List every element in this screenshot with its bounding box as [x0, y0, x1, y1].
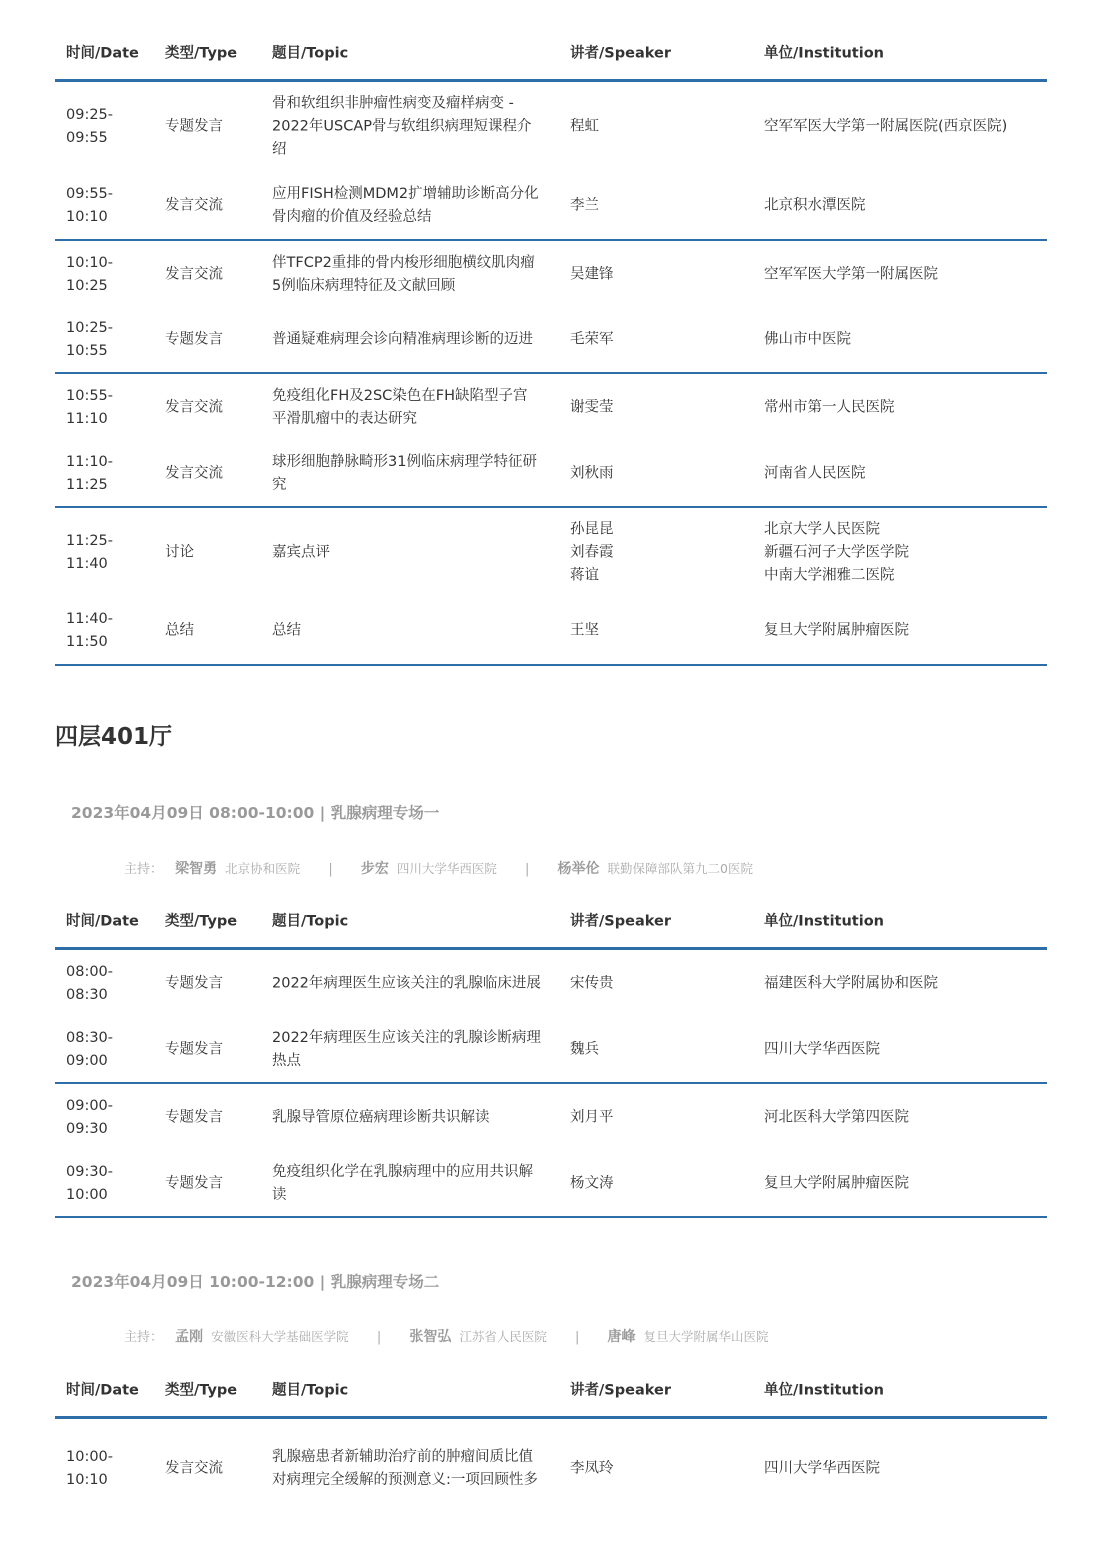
host-name: 杨举伦: [557, 861, 600, 877]
institution-cell: [764, 397, 1047, 420]
type-cell: 发言交流: [165, 1460, 223, 1477]
time-cell-line: 09:30-: [66, 1163, 114, 1180]
time-cell: [66, 385, 146, 431]
host-separator: |: [328, 862, 333, 877]
time-cell: [66, 1446, 146, 1492]
institution-cell: [764, 620, 1047, 643]
institution-cell: [764, 1458, 1047, 1481]
time-cell-line: 11:40: [66, 556, 108, 572]
topic-cell-line: 乳腺导管原位癌病理诊断共识解读: [272, 1109, 490, 1125]
host-label: 主持：: [124, 862, 164, 877]
time-cell-line: 10:10-: [66, 254, 114, 271]
type-cell: 专题发言: [165, 331, 223, 348]
topic-cell-line: 伴TFCP2重排的骨内梭形细胞横纹肌肉瘤: [272, 254, 535, 271]
time-cell: [66, 608, 146, 654]
host-name: 唐峰: [607, 1329, 636, 1345]
header-speaker: 讲者/Speaker: [570, 45, 671, 61]
host-label: 主持：: [124, 1330, 164, 1345]
type-cell: 发言交流: [165, 266, 223, 282]
type-cell: 专题发言: [165, 1175, 223, 1191]
time-cell-line: 09:30: [66, 1120, 108, 1137]
topic-cell-line: 2022年USCAP骨与软组织病理短课程介: [272, 118, 532, 135]
topic-cell: [272, 451, 557, 497]
header-institution: 单位/Institution: [764, 913, 884, 929]
time-cell-line: 11:10: [66, 411, 108, 427]
speaker-cell: [570, 972, 740, 995]
time-cell-line: 08:30-: [66, 1029, 114, 1046]
table-row: [55, 442, 1047, 508]
schedule-table-2: [55, 896, 1047, 1218]
institution-cell: [764, 972, 1047, 995]
institution-cell-line: 四川大学华西医院: [764, 1460, 880, 1477]
topic-cell-line: 球形细胞静脉畸形31例临床病理学特征研: [272, 454, 537, 470]
topic-cell-line: 热点: [272, 1052, 301, 1069]
time-cell-line: 11:50: [66, 634, 108, 650]
time-cell-line: 08:30: [66, 986, 108, 1003]
topic-cell-line: 对病理完全缓解的预测意义:一项回顾性多: [272, 1472, 538, 1488]
hall-title: 四层401厅: [55, 724, 173, 750]
table-row: [55, 1017, 1047, 1084]
institution-cell-line: 空军军医大学第一附属医院(西京医院): [764, 118, 1008, 135]
topic-cell-line: 总结: [272, 622, 301, 639]
header-institution: 单位/Institution: [764, 45, 884, 61]
table-row: [55, 241, 1047, 308]
institution-cell-line: 河南省人民医院: [764, 465, 866, 482]
host-org: 四川大学华西医院: [396, 861, 497, 876]
speaker-cell: [570, 1038, 740, 1061]
speaker-cell: [570, 263, 740, 286]
header-type: 类型/Type: [165, 45, 238, 61]
topic-cell: [272, 620, 557, 643]
topic-cell: [272, 1161, 557, 1207]
topic-cell-line: 绍: [272, 141, 287, 158]
type-cell: 发言交流: [165, 197, 223, 213]
institution-cell: [764, 1106, 1047, 1129]
institution-cell-line: 福建医科大学附属协和医院: [764, 975, 938, 991]
type-cell: 专题发言: [165, 1109, 223, 1125]
topic-cell-line: 读: [272, 1186, 287, 1203]
speaker-cell-line: 李兰: [570, 197, 599, 213]
time-cell-line: 10:55: [66, 343, 108, 359]
topic-cell: [272, 1027, 557, 1073]
topic-cell-line: 2022年病理医生应该关注的乳腺诊断病理: [272, 1029, 541, 1046]
institution-cell: [764, 116, 1047, 139]
table-row: [55, 374, 1047, 442]
institution-cell-line: 北京大学人民医院: [764, 521, 880, 538]
institution-cell-line: 常州市第一人民医院: [764, 399, 895, 416]
session-title-1: 2023年04月09日 08:00-10:00 | 乳腺病理专场一: [71, 804, 440, 822]
speaker-cell: [570, 397, 740, 420]
header-time: 时间/Date: [66, 1382, 139, 1398]
table-row: [55, 598, 1047, 666]
time-cell-line: 10:55-: [66, 388, 114, 404]
time-cell: [66, 104, 146, 150]
time-cell-line: 09:00-: [66, 1097, 114, 1114]
table-header: [55, 1365, 1047, 1419]
header-topic: 题目/Topic: [272, 1382, 349, 1398]
time-cell: [66, 1161, 146, 1207]
table-header: [55, 28, 1047, 82]
table-row: [55, 1419, 1047, 1519]
topic-cell: [272, 252, 557, 298]
topic-cell-line: 免疫组化FH及2SC染色在FH缺陷型子宫: [272, 388, 528, 404]
speaker-cell: [570, 519, 740, 588]
topic-cell: [272, 1446, 557, 1492]
time-cell-line: 08:00-: [66, 963, 114, 980]
topic-cell: [272, 972, 557, 995]
topic-cell: [272, 329, 557, 352]
speaker-cell-line: 孙昆昆: [570, 521, 614, 538]
time-cell: [66, 1095, 146, 1141]
speaker-cell: [570, 1106, 740, 1129]
schedule-table-1: [55, 28, 1047, 666]
time-cell-line: 09:55: [66, 130, 108, 146]
table-row: [55, 1151, 1047, 1218]
institution-cell-line: 北京积水潭医院: [764, 197, 866, 213]
time-cell-line: 11:25-: [66, 533, 114, 549]
time-cell-line: 09:55-: [66, 185, 114, 202]
institution-cell-line: 佛山市中医院: [764, 331, 851, 348]
institution-cell-line: 复旦大学附属肿瘤医院: [764, 622, 909, 639]
topic-cell: [272, 93, 557, 162]
speaker-cell-line: 刘秋雨: [570, 465, 614, 482]
type-cell: 发言交流: [165, 399, 223, 416]
host-name: 张智弘: [409, 1329, 452, 1345]
topic-cell-line: 应用FISH检测MDM2扩增辅助诊断高分化: [272, 185, 539, 202]
host-separator: |: [575, 1330, 580, 1345]
host-name: 梁智勇: [175, 861, 218, 877]
type-cell: 发言交流: [165, 465, 223, 482]
time-cell: [66, 1027, 146, 1073]
time-cell-line: 09:25-: [66, 107, 114, 123]
time-cell-line: 10:25-: [66, 320, 114, 336]
speaker-cell: [570, 329, 740, 352]
topic-cell-line: 乳腺癌患者新辅助治疗前的肿瘤间质比值: [272, 1449, 533, 1465]
topic-cell: [272, 385, 557, 431]
host-org: 安徽医科大学基础医学院: [211, 1329, 349, 1344]
header-topic: 题目/Topic: [272, 45, 349, 61]
header-speaker: 讲者/Speaker: [570, 1382, 671, 1398]
institution-cell: [764, 463, 1047, 486]
time-cell-line: 10:25: [66, 277, 108, 294]
institution-cell-line: 复旦大学附属肿瘤医院: [764, 1175, 909, 1191]
type-cell: 专题发言: [165, 118, 223, 135]
topic-cell-line: 骨和软组织非肿瘤性病变及瘤样病变 -: [272, 95, 514, 112]
time-cell-line: 10:10: [66, 1472, 108, 1488]
time-cell-line: 11:10-: [66, 454, 114, 470]
topic-cell-line: 2022年病理医生应该关注的乳腺临床进展: [272, 975, 541, 991]
time-cell-line: 11:40-: [66, 611, 114, 627]
speaker-cell-line: 谢雯莹: [570, 399, 614, 416]
topic-cell: [272, 1106, 557, 1129]
host-org: 联勤保障部队第九二0医院: [607, 861, 753, 876]
type-cell: 专题发言: [165, 1041, 223, 1057]
institution-cell: [764, 1172, 1047, 1195]
institution-cell-line: 新疆石河子大学医学院: [764, 544, 909, 561]
topic-cell-line: 免疫组织化学在乳腺病理中的应用共识解: [272, 1163, 533, 1180]
time-cell: [66, 530, 146, 576]
institution-cell: [764, 263, 1047, 286]
host-separator: |: [525, 862, 530, 877]
speaker-cell: [570, 463, 740, 486]
header-time: 时间/Date: [66, 913, 139, 929]
time-cell-line: 09:00: [66, 1052, 108, 1069]
speaker-cell-line: 刘春霞: [570, 544, 614, 561]
time-cell: [66, 183, 146, 229]
institution-cell: [764, 194, 1047, 217]
time-cell: [66, 252, 146, 298]
speaker-cell-line: 王坚: [570, 622, 599, 639]
session-title-2: 2023年04月09日 10:00-12:00 | 乳腺病理专场二: [71, 1273, 440, 1291]
institution-cell-line: 中南大学湘雅二医院: [764, 567, 895, 584]
institution-cell-line: 四川大学华西医院: [764, 1041, 880, 1057]
speaker-cell-line: 李凤玲: [570, 1460, 614, 1477]
table-row: [55, 508, 1047, 598]
header-speaker: 讲者/Speaker: [570, 913, 671, 929]
time-cell-line: 11:25: [66, 477, 108, 493]
time-cell-line: 10:10: [66, 208, 108, 225]
table-row: [55, 308, 1047, 374]
speaker-cell-line: 蒋谊: [570, 567, 599, 584]
speaker-cell: [570, 620, 740, 643]
institution-cell: [764, 1038, 1047, 1061]
topic-cell-line: 骨肉瘤的价值及经验总结: [272, 208, 432, 225]
host-separator: |: [376, 1330, 382, 1345]
speaker-cell-line: 吴建锋: [570, 266, 614, 282]
speaker-cell: [570, 1458, 740, 1481]
schedule-table-3: [55, 1365, 1047, 1519]
topic-cell-line: 平滑肌瘤中的表达研究: [272, 411, 417, 427]
type-cell: 总结: [165, 622, 194, 639]
header-topic: 题目/Topic: [272, 913, 349, 929]
host-org: 江苏省人民医院: [459, 1329, 547, 1344]
time-cell: [66, 451, 146, 497]
institution-cell-line: 空军军医大学第一附属医院: [764, 266, 938, 282]
time-cell: [66, 961, 146, 1007]
time-cell-line: 10:00-: [66, 1449, 114, 1465]
speaker-cell: [570, 1172, 740, 1195]
header-type: 类型/Type: [165, 1382, 238, 1398]
session-hosts-2: [124, 1326, 769, 1346]
speaker-cell-line: 魏兵: [570, 1041, 599, 1057]
topic-cell: [272, 183, 557, 229]
speaker-cell: [570, 194, 740, 217]
type-cell: 讨论: [165, 544, 194, 561]
speaker-cell: [570, 116, 740, 139]
table-row: [55, 950, 1047, 1017]
topic-cell-line: 普通疑难病理会诊向精准病理诊断的迈进: [272, 331, 533, 348]
table-row: [55, 82, 1047, 172]
institution-cell: [764, 519, 1047, 588]
header-time: 时间/Date: [66, 45, 139, 61]
institution-cell-line: 河北医科大学第四医院: [764, 1109, 909, 1125]
speaker-cell-line: 刘月平: [570, 1109, 614, 1125]
host-name: 孟刚: [175, 1329, 204, 1345]
session-hosts-1: [124, 858, 753, 878]
host-org: 北京协和医院: [225, 861, 301, 876]
header-institution: 单位/Institution: [764, 1382, 884, 1398]
time-cell: [66, 317, 146, 363]
topic-cell: [272, 542, 557, 565]
time-cell-line: 10:00: [66, 1186, 108, 1203]
speaker-cell-line: 程虹: [570, 118, 599, 135]
topic-cell-line: 嘉宾点评: [272, 544, 330, 561]
institution-cell: [764, 329, 1047, 352]
type-cell: 专题发言: [165, 975, 223, 991]
speaker-cell-line: 毛荣军: [570, 331, 614, 348]
table-row: [55, 172, 1047, 241]
header-type: 类型/Type: [165, 913, 238, 929]
topic-cell-line: 究: [272, 477, 287, 493]
speaker-cell-line: 杨文涛: [570, 1175, 614, 1191]
table-header: [55, 896, 1047, 950]
speaker-cell-line: 宋传贵: [570, 975, 614, 991]
host-org: 复旦大学附属华山医院: [643, 1329, 769, 1344]
topic-cell-line: 5例临床病理特征及文献回顾: [272, 277, 456, 294]
table-row: [55, 1084, 1047, 1151]
host-name: 步宏: [360, 861, 389, 877]
